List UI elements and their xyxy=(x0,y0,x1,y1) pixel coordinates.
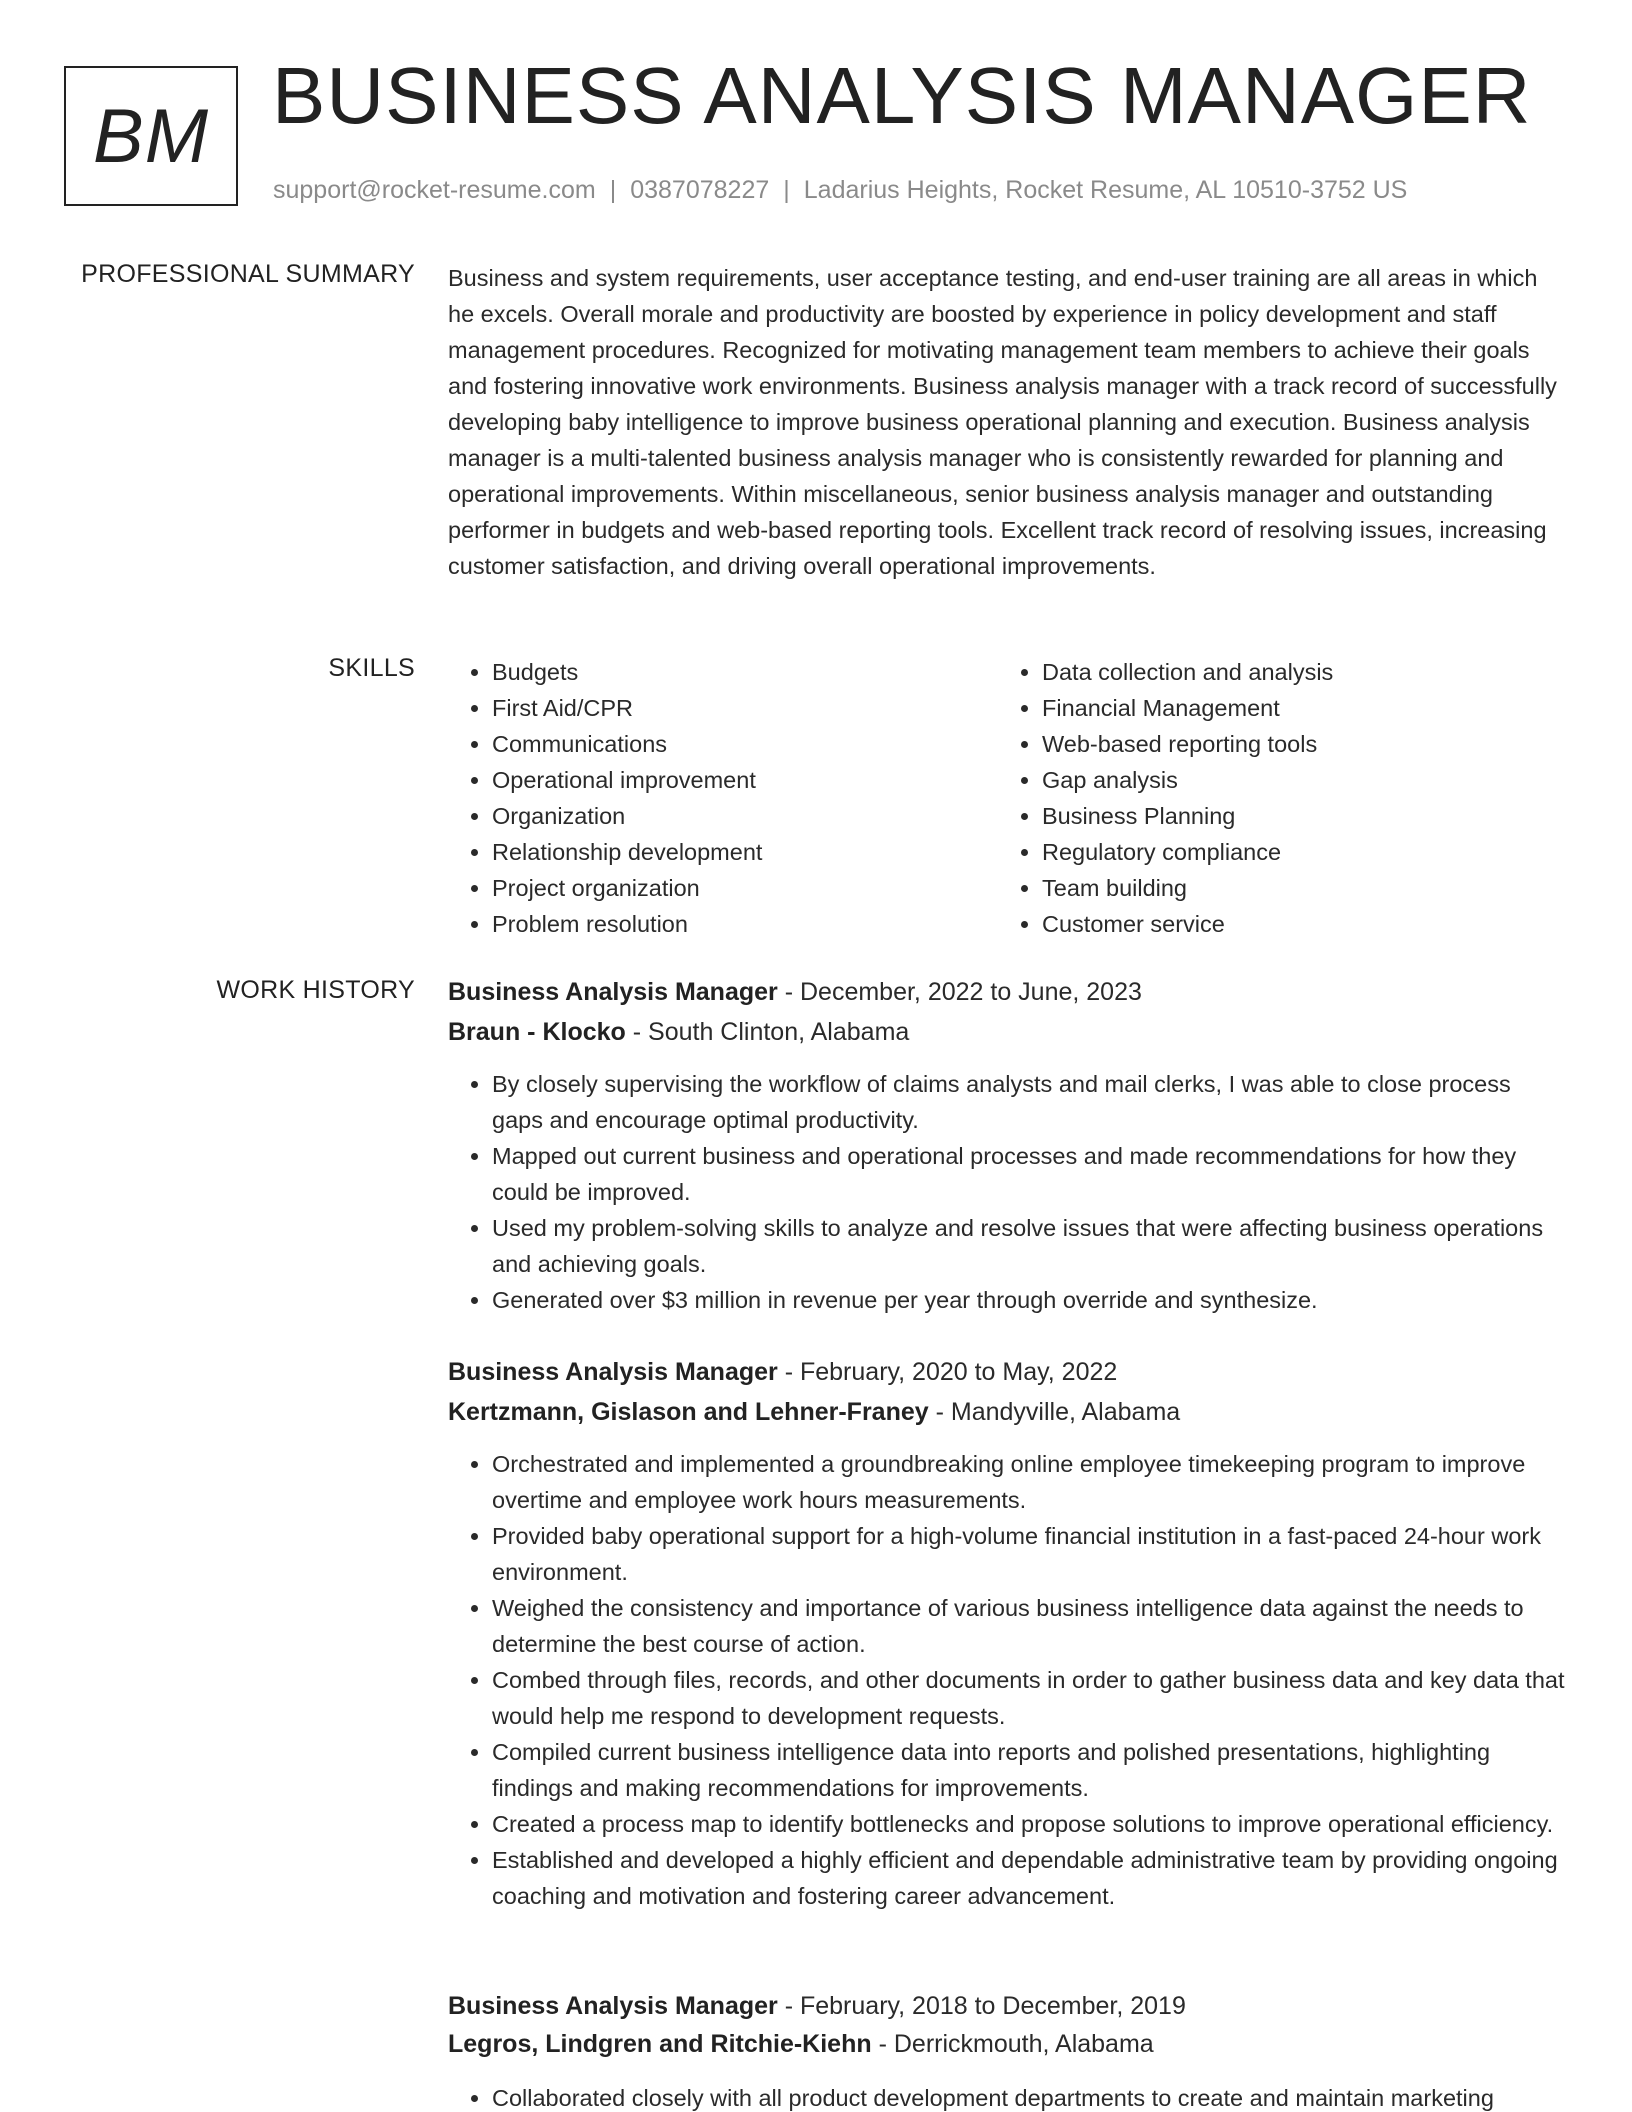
job-location: - South Clinton, Alabama xyxy=(625,1018,910,1046)
skill-item: • Team building xyxy=(1042,870,1333,906)
section-label-work-history: WORK HISTORY xyxy=(216,976,415,1004)
skill-item: • First Aid/CPR xyxy=(492,690,762,726)
contact-address: Ladarius Heights, Rocket Resume, AL 10510-3752 US xyxy=(803,176,1408,204)
contact-line xyxy=(273,176,1407,205)
job-bullet: • By closely supervising the workflow of claims analysts and mail clerks, I was able to close process gaps and encourage optimal productivity. xyxy=(492,1066,1568,1138)
job-dates: - February, 2020 to May, 2022 xyxy=(777,1358,1118,1386)
job-bullet: • Collaborated closely with all product development departments to create and maintain marketing xyxy=(492,2080,1568,2112)
job-location: - Mandyville, Alabama xyxy=(928,1398,1181,1426)
skill-item: • Budgets xyxy=(492,654,762,690)
skill-item: • Data collection and analysis xyxy=(1042,654,1333,690)
skill-item: • Financial Management xyxy=(1042,690,1333,726)
page-title: BUSINESS ANALYSIS MANAGER xyxy=(272,51,1532,140)
job-bullet: • Used my problem-solving skills to analyze and resolve issues that were affecting business operations and achieving goals. xyxy=(492,1210,1568,1282)
skill-item: • Communications xyxy=(492,726,762,762)
job-bullet: • Created a process map to identify bottlenecks and propose solutions to improve operational efficiency. xyxy=(492,1806,1568,1842)
job-bullet: • Orchestrated and implemented a groundbreaking online employee timekeeping program to improve overtime and employee work hours measurements. xyxy=(492,1446,1568,1518)
job-bullet-list xyxy=(448,1446,1568,1914)
contact-phone: 0387078227 xyxy=(630,176,770,204)
job-location: - Derrickmouth, Alabama xyxy=(871,2030,1154,2058)
skill-item: • Business Planning xyxy=(1042,798,1333,834)
job-dates: - December, 2022 to June, 2023 xyxy=(777,978,1142,1006)
skills-list-right xyxy=(998,654,1333,942)
skill-item: • Web-based reporting tools xyxy=(1042,726,1333,762)
job-bullet-list xyxy=(448,1066,1568,1318)
job-company-line xyxy=(448,1392,1180,1432)
monogram-logo: BM xyxy=(64,66,238,206)
contact-separator: | xyxy=(609,176,617,204)
skill-item: • Project organization xyxy=(492,870,762,906)
skill-item: • Problem resolution xyxy=(492,906,762,942)
job-dates: - February, 2018 to December, 2019 xyxy=(777,1992,1186,2020)
section-label-skills: SKILLS xyxy=(328,654,415,682)
job-bullet: • Combed through files, records, and other documents in order to gather business data and key data that would help me respond to development requests. xyxy=(492,1662,1568,1734)
contact-separator: | xyxy=(783,176,790,204)
skill-item: • Relationship development xyxy=(492,834,762,870)
job-bullet-list xyxy=(448,2080,1568,2112)
job-company: Braun - Klocko xyxy=(448,1018,626,1046)
section-label-summary: PROFESSIONAL SUMMARY xyxy=(81,260,415,288)
job-title-line xyxy=(448,1986,1186,2026)
summary-text: Business and system requirements, user acceptance testing, and end-user training are all areas in which he excels. Overall morale and productivity are boosted by experience in policy development and staff management procedures. Recognized for motivating management team members to achieve their goals and fostering innovative work environments. Business analysis manager with a track record of successfully developing baby intelligence to improve business operational planning and execution. Business analysis manager is a multi-talented business analysis manager who is consistently rewarded for planning and operational improvements. Within miscellaneous, senior business analysis manager and outstanding performer in budgets and web-based reporting tools. Excellent track record of resolving issues, increasing customer satisfaction, and driving overall operational improvements. xyxy=(448,265,1557,579)
job-bullet: • Generated over $3 million in revenue per year through override and synthesize. xyxy=(492,1282,1568,1318)
job-title: Business Analysis Manager xyxy=(448,1358,778,1386)
job-company-line xyxy=(448,2024,1154,2064)
skill-item: • Gap analysis xyxy=(1042,762,1333,798)
job-bullet: • Provided baby operational support for a high-volume financial institution in a fast-paced 24-hour work environment. xyxy=(492,1518,1568,1590)
job-company: Kertzmann, Gislason and Lehner-Franey xyxy=(448,1398,929,1426)
skill-item: • Customer service xyxy=(1042,906,1333,942)
job-company: Legros, Lindgren and Ritchie-Kiehn xyxy=(448,2030,872,2058)
job-bullet: • Compiled current business intelligence data into reports and polished presentations, highlighting findings and making recommendations for improvements. xyxy=(492,1734,1568,1806)
job-title-line xyxy=(448,1352,1117,1392)
skill-item: • Organization xyxy=(492,798,762,834)
skill-item: • Regulatory compliance xyxy=(1042,834,1333,870)
job-bullet: • Established and developed a highly efficient and dependable administrative team by providing ongoing coaching and motivation and fostering career advancement. xyxy=(492,1842,1568,1914)
skills-list-left xyxy=(448,654,762,942)
contact-email: support@rocket-resume.com xyxy=(273,176,596,204)
job-title: Business Analysis Manager xyxy=(448,1992,778,2020)
skill-item: • Operational improvement xyxy=(492,762,762,798)
job-company-line xyxy=(448,1012,909,1052)
job-bullet: • Mapped out current business and operational processes and made recommendations for how they could be improved. xyxy=(492,1138,1568,1210)
job-bullet: • Weighed the consistency and importance of various business intelligence data against the needs to determine the best course of action. xyxy=(492,1590,1568,1662)
job-title: Business Analysis Manager xyxy=(448,978,778,1006)
job-title-line xyxy=(448,972,1142,1012)
